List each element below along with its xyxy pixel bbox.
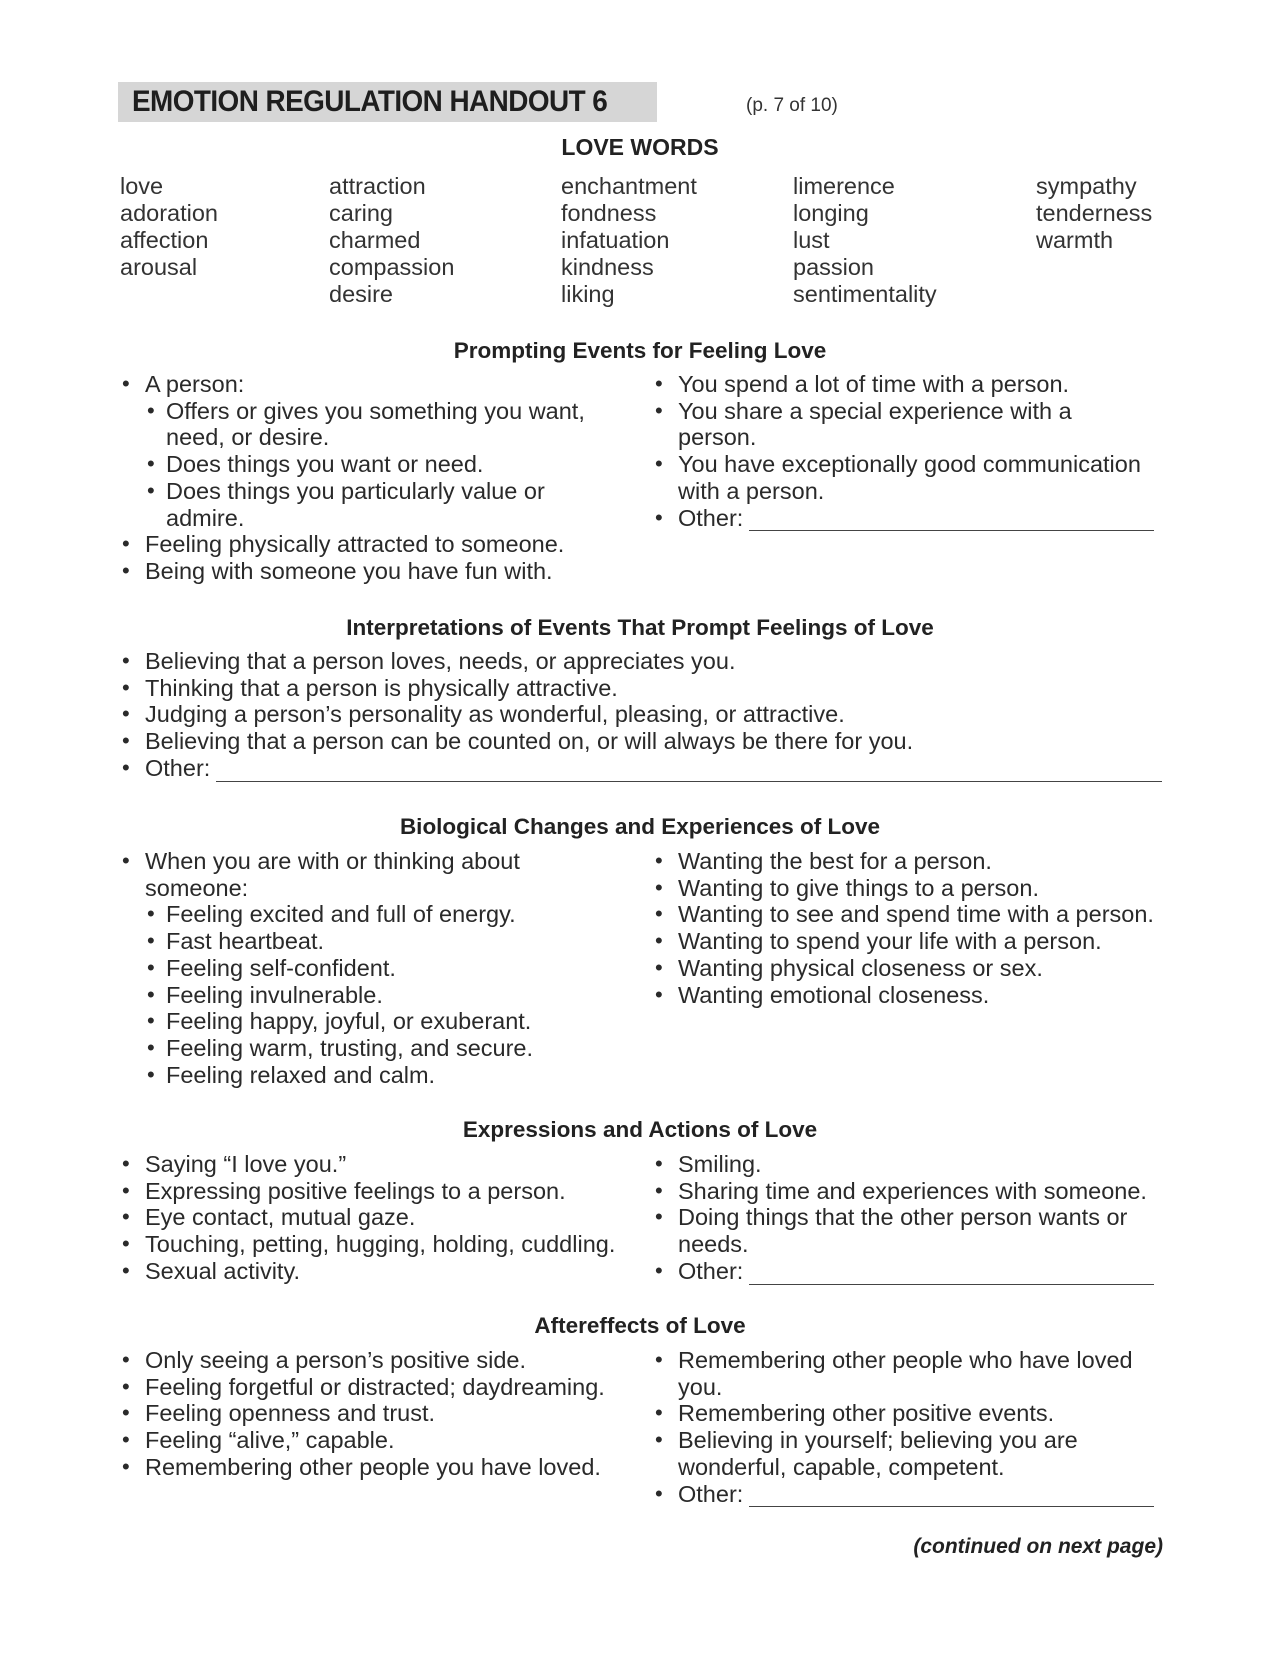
biological-changes-left-list xyxy=(120,848,533,1088)
list-item xyxy=(653,451,1154,504)
list-item-text: Remembering other people you have loved. xyxy=(145,1453,601,1480)
list-item xyxy=(653,1347,1154,1400)
list-item-text: Feeling openness and trust. xyxy=(145,1400,436,1427)
list-item-text: Feeling physically attracted to someone. xyxy=(145,531,565,558)
continued-note: (continued on next page) xyxy=(913,1535,1163,1558)
list-item xyxy=(120,1178,615,1205)
list-item-text: Feeling relaxed and calm. xyxy=(166,1061,436,1088)
list-item-text: Does things you particularly value or xyxy=(166,477,545,504)
aftereffects-left-list xyxy=(120,1347,605,1481)
sub-list-item xyxy=(145,1035,533,1062)
list-item-text: Touching, petting, hugging, holding, cuddling. xyxy=(145,1231,616,1258)
list-item-text: Thinking that a person is physically attractive. xyxy=(145,674,618,701)
list-item-text: Other: xyxy=(678,1480,744,1507)
list-item-text: needs. xyxy=(678,1231,749,1258)
list-item xyxy=(120,1400,605,1427)
love-word: caring xyxy=(329,200,394,226)
list-item-text: Doing things that the other person wants or xyxy=(678,1204,1128,1231)
interpretations-heading: Interpretations of Events That Prompt Feelings of Love xyxy=(346,615,934,640)
biological-changes-heading: Biological Changes and Experiences of Love xyxy=(399,814,881,839)
list-item-text: someone: xyxy=(145,874,249,901)
list-item xyxy=(653,1178,1154,1205)
list-item xyxy=(653,1258,1154,1285)
list-item-text: Feeling invulnerable. xyxy=(166,981,383,1008)
list-item xyxy=(653,1400,1154,1427)
list-item-text: Only seeing a person’s positive side. xyxy=(145,1347,527,1373)
love-word: enchantment xyxy=(561,173,697,199)
list-item-text: Believing that a person can be counted on, or will always be there for you. xyxy=(145,728,914,755)
other-blank-line[interactable] xyxy=(749,1484,1154,1507)
list-item-text: Wanting the best for a person. xyxy=(678,848,992,874)
list-item xyxy=(653,1481,1154,1508)
sub-list xyxy=(145,901,533,1088)
aftereffects-heading: Aftereffects of Love xyxy=(534,1313,746,1338)
love-word: affection xyxy=(120,227,209,253)
list-item-text: Feeling forgetful or distracted; daydreaming. xyxy=(145,1373,605,1400)
list-item xyxy=(120,1427,605,1454)
love-word: fondness xyxy=(561,200,657,226)
prompting-events-heading: Prompting Events for Feeling Love xyxy=(453,338,827,363)
list-item-text: Other: xyxy=(678,504,744,531)
list-item-text: Judging a person’s personality as wonderful, pleasing, or attractive. xyxy=(145,701,845,728)
list-item xyxy=(120,648,1162,675)
list-item xyxy=(120,1258,615,1285)
page-number: (p. 7 of 10) xyxy=(746,95,838,116)
list-item xyxy=(653,875,1154,902)
list-item xyxy=(120,1347,605,1374)
list-item xyxy=(120,531,585,558)
list-item-text: You spend a lot of time with a person. xyxy=(678,371,1070,397)
list-item xyxy=(653,928,1154,955)
list-item-text: Offers or gives you something you want, xyxy=(166,397,585,424)
love-word: attraction xyxy=(329,173,426,199)
biological-changes-right-list xyxy=(653,848,1154,1008)
list-item xyxy=(120,558,585,585)
list-item-text: Eye contact, mutual gaze. xyxy=(145,1204,416,1231)
title-box xyxy=(118,82,657,122)
list-item xyxy=(653,398,1154,451)
love-words-column-3 xyxy=(561,173,697,308)
list-item xyxy=(120,755,1162,782)
list-item-text: Feeling “alive,” capable. xyxy=(145,1427,395,1454)
list-item xyxy=(120,848,533,1088)
list-item-text: Feeling excited and full of energy. xyxy=(166,901,516,928)
handout-header xyxy=(118,82,1168,122)
list-item-text: Saying “I love you.” xyxy=(145,1151,347,1177)
expressions-heading: Expressions and Actions of Love xyxy=(462,1117,818,1142)
list-item xyxy=(653,1427,1154,1480)
list-item xyxy=(653,1204,1154,1257)
list-item xyxy=(120,1231,615,1258)
list-item-text: You have exceptionally good communication xyxy=(678,451,1141,478)
list-item-text: Feeling happy, joyful, or exuberant. xyxy=(166,1008,532,1035)
list-item xyxy=(120,1204,615,1231)
other-blank-line[interactable] xyxy=(749,1262,1154,1285)
love-words-column-2 xyxy=(329,173,454,308)
love-word: longing xyxy=(793,200,869,226)
list-item xyxy=(120,675,1162,702)
list-item xyxy=(653,1151,1154,1178)
love-word: infatuation xyxy=(561,227,670,253)
sub-list-item xyxy=(145,901,533,928)
list-item-text: Feeling warm, trusting, and secure. xyxy=(166,1034,534,1061)
list-item-text: Wanting to spend your life with a person. xyxy=(678,928,1102,955)
aftereffects-right-list xyxy=(653,1347,1154,1507)
expressions-left-list xyxy=(120,1151,615,1285)
list-item xyxy=(120,728,1162,755)
list-item-text: When you are with or thinking about xyxy=(145,848,520,874)
list-item-text: Wanting to give things to a person. xyxy=(678,874,1039,901)
list-item-text: Remembering other positive events. xyxy=(678,1400,1055,1427)
list-item-text: admire. xyxy=(166,504,245,531)
list-item xyxy=(120,371,585,531)
list-item xyxy=(120,1454,605,1481)
love-word: passion xyxy=(793,254,874,280)
sub-list-item xyxy=(145,1062,533,1089)
sub-list-item xyxy=(145,398,585,451)
sub-list-item xyxy=(145,955,533,982)
list-item-text: Other: xyxy=(678,1257,744,1284)
love-word: lust xyxy=(793,227,830,253)
list-item-text: Does things you want or need. xyxy=(166,451,484,478)
love-word: warmth xyxy=(1036,227,1114,253)
love-word: arousal xyxy=(120,254,198,280)
love-word: limerence xyxy=(793,173,895,199)
sub-list-item xyxy=(145,451,585,478)
list-item-text: Smiling. xyxy=(678,1151,762,1177)
sub-list-item xyxy=(145,478,585,531)
list-item-text: Wanting emotional closeness. xyxy=(678,981,990,1008)
list-item-text: need, or desire. xyxy=(166,424,330,451)
love-words-column-4 xyxy=(793,173,937,308)
list-item xyxy=(120,1374,605,1401)
sub-list-item xyxy=(145,1008,533,1035)
list-item-text: You share a special experience with a xyxy=(678,397,1072,424)
love-word: liking xyxy=(561,281,615,307)
sub-list-item xyxy=(145,982,533,1009)
list-item-text: Believing that a person loves, needs, or appreciates you. xyxy=(145,648,736,674)
other-blank-line[interactable] xyxy=(216,759,1162,782)
prompting-events-right-list xyxy=(653,371,1154,531)
interpretations-list xyxy=(120,648,1162,782)
love-word: charmed xyxy=(329,227,421,253)
love-words-heading: LOVE WORDS xyxy=(561,134,719,160)
love-word: kindness xyxy=(561,254,654,280)
list-item-text: Sharing time and experiences with someone. xyxy=(678,1177,1147,1204)
list-item xyxy=(653,982,1154,1009)
love-word: love xyxy=(120,173,164,199)
list-item-text: Wanting physical closeness or sex. xyxy=(678,954,1043,981)
list-item-text: Remembering other people who have loved xyxy=(678,1347,1133,1373)
love-word: adoration xyxy=(120,200,218,226)
list-item xyxy=(653,901,1154,928)
list-item xyxy=(120,1151,615,1178)
list-item xyxy=(653,848,1154,875)
prompting-events-left-list xyxy=(120,371,585,585)
list-item-text: Fast heartbeat. xyxy=(166,928,325,955)
love-word: sympathy xyxy=(1036,173,1137,199)
other-blank-line[interactable] xyxy=(749,508,1154,531)
list-item xyxy=(653,955,1154,982)
list-item xyxy=(653,371,1154,398)
list-item-text: A person: xyxy=(145,371,245,397)
love-word: sentimentality xyxy=(793,281,937,307)
list-item-text: with a person. xyxy=(678,477,825,504)
list-item-text: Sexual activity. xyxy=(145,1257,300,1284)
love-word: tenderness xyxy=(1036,200,1153,226)
love-word: desire xyxy=(329,281,394,307)
love-words-column-1 xyxy=(120,173,218,281)
list-item-text: you. xyxy=(678,1373,723,1400)
list-item-text: Believing in yourself; believing you are xyxy=(678,1427,1078,1454)
list-item-text: Wanting to see and spend time with a person. xyxy=(678,901,1154,928)
list-item-text: Other: xyxy=(145,754,211,781)
list-item-text: Feeling self-confident. xyxy=(166,954,396,981)
handout-title: EMOTION REGULATION HANDOUT 6 xyxy=(132,85,608,118)
sub-list-item xyxy=(145,928,533,955)
list-item-text: person. xyxy=(678,424,757,451)
list-item-text: Expressing positive feelings to a person. xyxy=(145,1177,566,1204)
expressions-right-list xyxy=(653,1151,1154,1285)
list-item-text: wonderful, capable, competent. xyxy=(678,1453,1005,1480)
sub-list xyxy=(145,398,585,532)
love-word: compassion xyxy=(329,254,455,280)
love-words-column-5 xyxy=(1036,173,1152,254)
list-item xyxy=(653,505,1154,532)
list-item-text: Being with someone you have fun with. xyxy=(145,557,553,584)
list-item xyxy=(120,701,1162,728)
